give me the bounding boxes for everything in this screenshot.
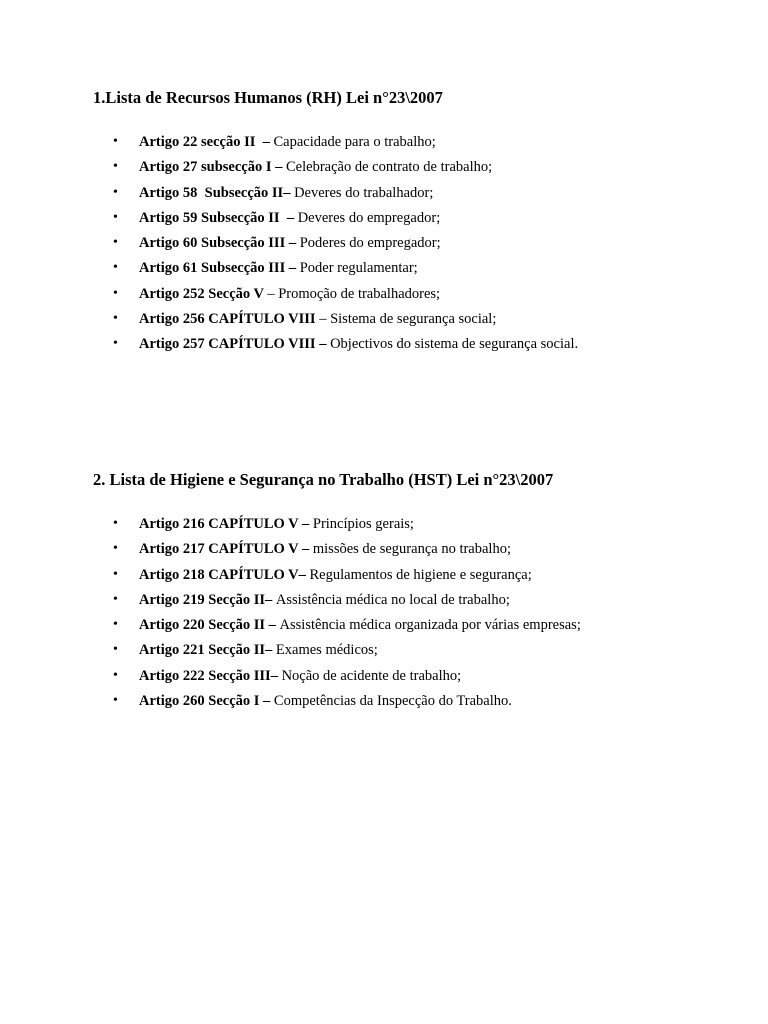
- bullet-icon: •: [113, 693, 118, 709]
- article-reference: Artigo 61 Subsecção III –: [139, 260, 300, 277]
- item-text: [139, 184, 433, 202]
- article-reference: Artigo 221 Secção II–: [139, 642, 276, 659]
- article-description: Deveres do trabalhador;: [294, 184, 434, 201]
- item-text: [139, 259, 418, 277]
- article-reference: Artigo 217 CAPÍTULO V –: [139, 541, 313, 558]
- bullet-icon: •: [113, 541, 118, 557]
- article-description: Poder regulamentar;: [299, 260, 418, 277]
- article-reference: Artigo 220 Secção II –: [139, 617, 280, 634]
- item-text: [139, 158, 492, 176]
- bullet-icon: •: [113, 336, 118, 352]
- item-text: [139, 692, 512, 710]
- item-text: [139, 335, 578, 353]
- item-text: [139, 310, 496, 328]
- bullet-icon: •: [113, 311, 118, 327]
- article-reference: Artigo 256 CAPÍTULO VIII: [139, 311, 320, 328]
- article-reference: Artigo 260 Secção I –: [139, 693, 274, 710]
- article-description: Noção de acidente de trabalho;: [281, 667, 462, 684]
- bullet-icon: •: [113, 566, 118, 582]
- article-reference: Artigo 252 Secção V: [139, 285, 268, 302]
- bullet-icon: •: [113, 285, 118, 301]
- bullet-icon: •: [113, 260, 118, 276]
- item-text: [139, 540, 511, 558]
- article-reference: Artigo 27 subsecção I –: [139, 159, 287, 176]
- item-text: [139, 591, 510, 609]
- article-description: Princípios gerais;: [312, 516, 414, 532]
- article-description: Assistência médica no local de trabalho;: [275, 591, 510, 608]
- section-title-rh: 1.Lista de Recursos Humanos (RH) Lei n°23\2007: [93, 88, 443, 107]
- item-text: [139, 667, 461, 685]
- article-description: Regulamentos de higiene e segurança;: [309, 566, 532, 583]
- article-description: Assistência médica organizada por várias empresas;: [279, 617, 581, 634]
- article-reference: Artigo 58 Subsecção II–: [139, 184, 295, 201]
- article-reference: Artigo 59 Subsecção II –: [139, 209, 298, 226]
- item-text: [139, 515, 414, 533]
- article-description: Exames médicos;: [275, 642, 378, 659]
- article-description: Capacidade para o trabalho;: [273, 134, 436, 150]
- bullet-icon: •: [113, 516, 118, 531]
- item-text: [139, 641, 378, 659]
- item-text: [139, 285, 440, 303]
- section-title-hst: 2. Lista de Higiene e Segurança no Trabalho (HST) Lei n°23\2007: [93, 470, 554, 489]
- article-description: missões de segurança no trabalho;: [312, 541, 511, 558]
- bullet-icon: •: [113, 667, 118, 683]
- bullet-icon: •: [113, 591, 118, 607]
- bullet-icon: •: [113, 184, 118, 200]
- bullet-icon: •: [113, 134, 118, 149]
- item-text: [139, 566, 532, 584]
- article-description: Celebração de contrato de trabalho;: [286, 159, 493, 176]
- article-reference: Artigo 219 Secção II–: [139, 591, 276, 608]
- bullet-icon: •: [113, 209, 118, 225]
- item-text: [139, 133, 436, 151]
- bullet-icon: •: [113, 159, 118, 175]
- article-reference: Artigo 222 Secção III–: [139, 667, 282, 684]
- bullet-icon: •: [113, 235, 118, 251]
- article-description: – Sistema de segurança social;: [319, 311, 497, 328]
- article-reference: Artigo 22 secção II –: [139, 134, 274, 150]
- article-reference: Artigo 257 CAPÍTULO VIII –: [139, 336, 331, 353]
- item-text: [139, 234, 441, 252]
- bullet-icon: •: [113, 642, 118, 658]
- article-description: Poderes do empregador;: [299, 235, 441, 252]
- article-reference: Artigo 218 CAPÍTULO V–: [139, 566, 310, 583]
- article-description: Competências da Inspecção do Trabalho.: [273, 693, 512, 710]
- article-reference: Artigo 216 CAPÍTULO V –: [139, 516, 313, 532]
- item-text: [139, 209, 440, 227]
- article-description: Objectivos do sistema de segurança social.: [330, 336, 579, 353]
- article-description: Deveres do empregador;: [297, 209, 441, 226]
- article-reference: Artigo 60 Subsecção III –: [139, 235, 300, 252]
- bullet-icon: •: [113, 617, 118, 633]
- item-text: [139, 616, 581, 634]
- article-description: – Promoção de trabalhadores;: [267, 285, 441, 302]
